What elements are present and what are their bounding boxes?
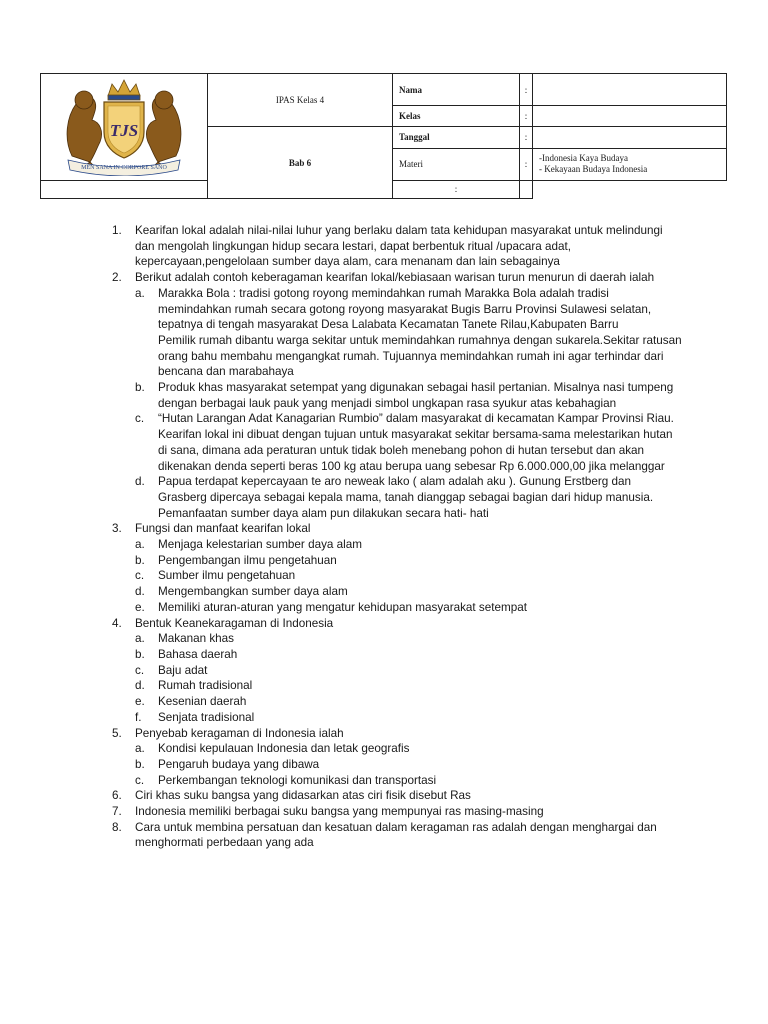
sub-item-letter: e.	[135, 600, 145, 614]
item-text: Ciri khas suku bangsa yang didasarkan atas ciri fisik disebut Ras	[135, 789, 471, 803]
sub-item-letter: c.	[135, 663, 145, 677]
sub-item	[135, 757, 682, 773]
sub-item-text: Menjaga kelestarian sumber daya alam	[158, 538, 362, 552]
extra-value[interactable]	[520, 180, 533, 198]
list-item-1	[112, 223, 682, 270]
sub-item	[135, 380, 682, 411]
sub-item	[135, 678, 682, 694]
sub-item-text: Marakka Bola : tradisi gotong royong memindahkan rumah Marakka Bola adalah tradisi memindahkan rumah secara gotong royong masyarakat Bugis Barru Provinsi Sulawesi selatan, tepatnya di tengah masyarakat Desa Lalabata Kecamatan Tanete Rilau,Kabupaten Barru	[158, 286, 652, 332]
logo-initials: TJS	[109, 120, 139, 140]
sub-item-letter: a.	[135, 742, 145, 756]
nama-colon: :	[520, 74, 533, 106]
sub-item-text: Papua terdapat kepercayaan te aro neweak lako ( alam adalah aku ). Gunung Erstberg dan Grasberg dipercaya sebagai kepala mama, tanah dianggap sebagai bagian dari hidup manusia. Pemanfaatan sumber daya alam pun dilakukan secara hati- hati	[158, 475, 654, 520]
item-number: 5.	[112, 726, 122, 740]
sub-item-letter: a.	[135, 632, 145, 646]
sub-list	[135, 537, 682, 616]
sub-item	[135, 773, 682, 789]
sub-item-letter: b.	[135, 647, 145, 661]
sub-item-letter: c.	[135, 412, 145, 426]
sub-item-text: Baju adat	[158, 663, 208, 677]
sub-item-text: Memiliki aturan-aturan yang mengatur kehidupan masyarakat setempat	[158, 600, 527, 614]
sub-item	[135, 663, 682, 679]
item-number: 1.	[112, 224, 122, 237]
sub-item-letter: f.	[135, 710, 142, 724]
materi-value	[533, 148, 727, 180]
sub-item-letter: a.	[135, 538, 145, 552]
materi-line-1: -Indonesia Kaya Budaya	[539, 153, 628, 164]
sub-item-text: Rumah tradisional	[158, 679, 253, 693]
item-text: Bentuk Keanekaragaman di Indonesia	[135, 616, 334, 630]
sub-item-letter: d.	[135, 475, 145, 489]
sub-item	[135, 741, 682, 757]
sub-item	[135, 710, 682, 726]
item-number: 8.	[112, 820, 122, 834]
sub-item	[135, 631, 682, 647]
sub-item-letter: b.	[135, 757, 145, 771]
tanggal-colon: :	[520, 127, 533, 148]
sub-item	[135, 600, 682, 616]
sub-item-letter: a.	[135, 286, 145, 300]
sub-item	[135, 568, 682, 584]
materi-colon: :	[520, 148, 533, 180]
item-text: Cara untuk membina persatuan dan kesatuan dalam keragaman ras adalah dengan menghargai dan menghormati perbedaan yang ada	[135, 820, 657, 850]
list-item-6	[112, 788, 682, 804]
tanggal-value[interactable]	[533, 127, 727, 148]
nama-label: Nama	[393, 74, 520, 106]
nama-value[interactable]	[533, 74, 727, 106]
extra-label	[41, 180, 208, 198]
kelas-label: Kelas	[393, 106, 520, 127]
list-item-4	[112, 616, 682, 726]
sub-item	[135, 411, 682, 474]
sub-list	[135, 286, 682, 522]
chapter-cell: Bab 6	[208, 127, 393, 199]
item-number: 3.	[112, 522, 122, 536]
list-item-8	[112, 820, 682, 851]
sub-item-letter: b.	[135, 553, 145, 567]
sub-item-letter: c.	[135, 773, 145, 787]
worksheet-content	[112, 223, 682, 851]
sub-item-text: Kondisi kepulauan Indonesia dan letak geografis	[158, 742, 410, 756]
list-item-5	[112, 726, 682, 789]
sub-item-letter: d.	[135, 679, 145, 693]
school-logo	[54, 76, 194, 176]
sub-item-text: Sumber ilmu pengetahuan	[158, 569, 296, 583]
materi-line-2: - Kekayaan Budaya Indonesia	[539, 164, 648, 175]
sub-list	[135, 741, 682, 788]
kelas-colon: :	[520, 106, 533, 127]
sub-item	[135, 286, 682, 380]
item-text: Penyebab keragaman di Indonesia ialah	[135, 726, 344, 740]
item-text: Berikut adalah contoh keberagaman kearifan lokal/kebiasaan warisan turun menurun di daerah ialah	[135, 271, 655, 285]
sub-item-text: Kesenian daerah	[158, 695, 247, 709]
sub-item-text: Makanan khas	[158, 632, 235, 646]
sub-item-letter: e.	[135, 695, 145, 709]
item-number: 6.	[112, 789, 122, 803]
tanggal-label: Tanggal	[393, 127, 520, 148]
sub-item-text: Mengembangkan sumber daya alam	[158, 585, 348, 599]
main-list	[112, 223, 682, 851]
item-text: Indonesia memiliki berbagai suku bangsa yang mempunyai ras masing-masing	[135, 805, 544, 819]
item-text: Fungsi dan manfaat kearifan lokal	[135, 522, 311, 536]
subject-cell: IPAS Kelas 4	[208, 74, 393, 127]
list-item-3	[112, 521, 682, 615]
sub-item-letter: d.	[135, 585, 145, 599]
sub-item-text: “Hutan Larangan Adat Kanagarian Rumbio” dalam masyarakat di kecamatan Kampar Provinsi Riau. Kearifan lokal ini dibuat dengan tujuan untuk masyarakat sekitar bersama-sama melestarikan hutan di sana, dimana ada peraturan untuk tidak boleh menebang pohon di hutan tersebut dan akan dikenakan denda seperti beras 100 kg atau berupa uang sebesar Rp 6.000.000,00 jika melanggar	[158, 412, 674, 473]
item-text: Kearifan lokal adalah nilai-nilai luhur yang berlaku dalam tata kehidupan masyarakat untuk melindungi dan mengolah lingkungan hidup secara lestari, dapat berbentuk ritual /upacara adat, kepercayaan,pengelolaan sumber daya alam, cara menanam dan lain sebagainya	[135, 224, 663, 269]
sub-item-text: Pengembangan ilmu pengetahuan	[158, 553, 337, 567]
kelas-value[interactable]	[533, 106, 727, 127]
sub-item-text: Produk khas masyarakat setempat yang digunakan sebagai hasil pertanian. Misalnya nasi tumpeng dengan berbagai lauk pauk yang menjadi simbol ungkapan rasa syukur atas kebahagian	[158, 381, 674, 410]
sub-item	[135, 694, 682, 710]
item-number: 7.	[112, 805, 122, 819]
sub-item-text: Pengaruh budaya yang dibawa	[158, 757, 320, 771]
sub-item	[135, 647, 682, 663]
sub-item-letter: c.	[135, 569, 145, 583]
worksheet-header-table	[40, 73, 727, 199]
sub-list	[135, 631, 682, 725]
sub-item-text: Senjata tradisional	[158, 710, 255, 724]
sub-item-text: Perkembangan teknologi komunikasi dan transportasi	[158, 773, 437, 787]
school-logo-cell	[41, 74, 208, 181]
materi-label: Materi	[393, 148, 520, 180]
sub-item	[135, 537, 682, 553]
list-item-7	[112, 804, 682, 820]
sub-item	[135, 553, 682, 569]
sub-item	[135, 474, 682, 521]
sub-item-text-continued: Pemilik rumah dibantu warga sekitar untuk memindahkan rumahnya dengan sukarela.Sekitar ratusan orang bahu membahu mengangkat rumah. Tujuannya memindahkan rumah ini agar terhindar dari bencana dan marabahaya	[158, 333, 682, 379]
sub-item-text: Bahasa daerah	[158, 647, 238, 661]
sub-item	[135, 584, 682, 600]
extra-colon: :	[393, 180, 520, 198]
item-number: 2.	[112, 271, 122, 285]
sub-item-letter: b.	[135, 381, 145, 395]
item-number: 4.	[112, 616, 122, 630]
logo-motto: MEN SANA IN CORPORE SANO	[81, 164, 167, 171]
list-item-2	[112, 270, 682, 521]
